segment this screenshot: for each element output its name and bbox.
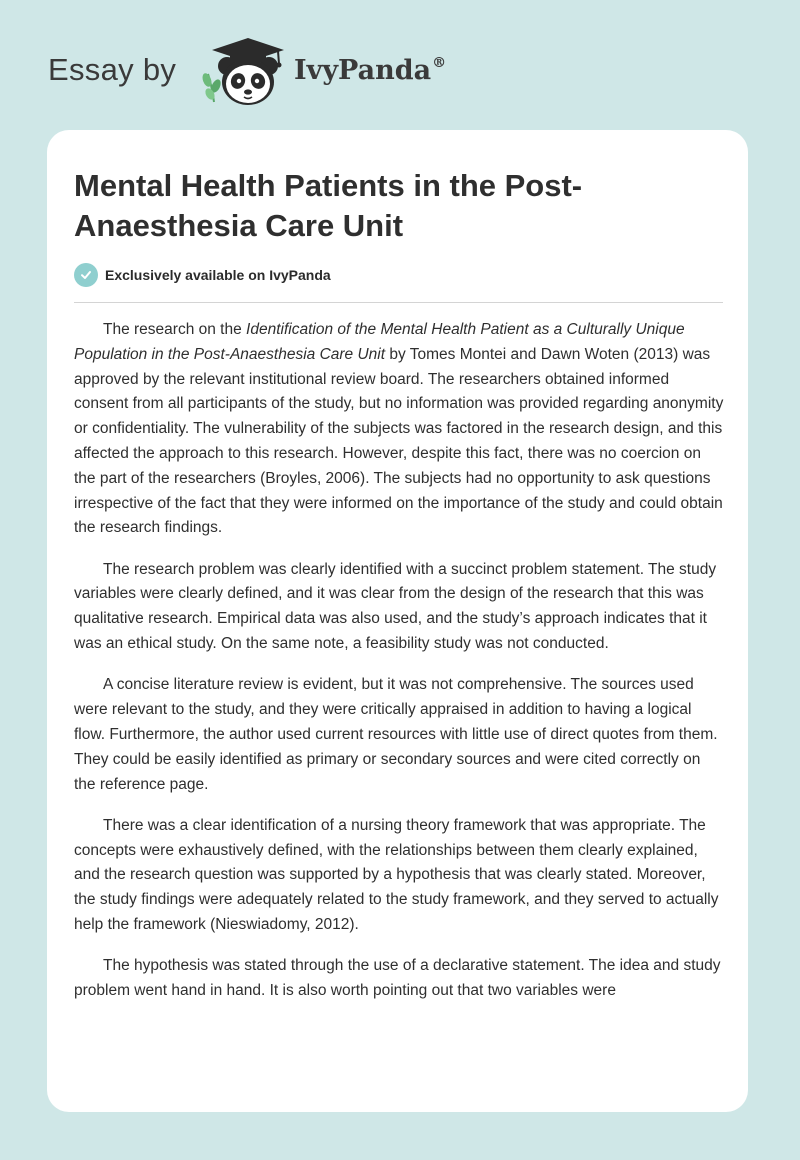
cited-study-title: Identification of the Mental Health Patient as a Culturally Unique Population in the Post-Anaesthesia Care Unit xyxy=(74,321,685,363)
paragraph-1: The research on the Identification of the Mental Health Patient as a Culturally Unique Population in the Post-Anaesthesia Care Unit by Tomes Montei and Dawn Woten (2013) was approved by the relevant institutional review board. The researchers obtained informed consent from all participants of the study, but no information was provided regarding anonymity or confidentiality. The vulnerability of the subjects was factored in the research design, and this affected the approach to this research. However, despite this fact, there was no coercion on the part of the researchers (Broyles, 2006). The subjects had no opportunity to ask questions irrespective of the fact that they were informed on the importance of the study and could obtain the research findings. xyxy=(74,321,724,537)
paragraph-5: The hypothesis was stated through the use of a declarative statement. The idea and study problem went hand in hand. It is also worth pointing out that two variables were xyxy=(74,957,721,1000)
divider xyxy=(74,302,723,303)
essay-body xyxy=(74,318,726,1020)
site-header xyxy=(0,0,800,120)
essay-by-label: Essay by xyxy=(48,52,177,87)
ivypanda-logo-icon[interactable] xyxy=(202,36,292,108)
paragraph-2: The research problem was clearly identified with a succinct problem statement. The study variables were clearly defined, and it was clear from the design of the research that this was qualitative research. Empirical data was also used, and the study’s approach indicates that it was an ethical study. On the same note, a feasibility study was not conducted. xyxy=(74,560,717,653)
checkmark-icon xyxy=(74,263,98,287)
essay-card xyxy=(47,130,748,1112)
paragraph-3: A concise literature review is evident, but it was not comprehensive. The sources used were relevant to the study, and they were critically appraised in addition to having a logical flow. Furthermore, the author used current resources with little use of direct quotes from them. They could be easily identified as primary or secondary sources and were cited correctly on the reference page. xyxy=(74,676,718,793)
exclusive-label: Exclusively available on IvyPanda xyxy=(105,267,331,283)
exclusive-badge xyxy=(74,263,331,287)
brand-name[interactable]: IvyPanda® xyxy=(294,55,447,86)
essay-title: Mental Health Patients in the Post-Anaesthesia Care Unit xyxy=(74,168,583,243)
paragraph-4: There was a clear identification of a nursing theory framework that was appropriate. The concepts were exhaustively defined, with the relationships between them clearly explained, and the research question was supported by a hypothesis that was clearly stated. Moreover, the study findings were adequately related to the study framework, and they served to actually help the framework (Nieswiadomy, 2012). xyxy=(74,816,719,934)
